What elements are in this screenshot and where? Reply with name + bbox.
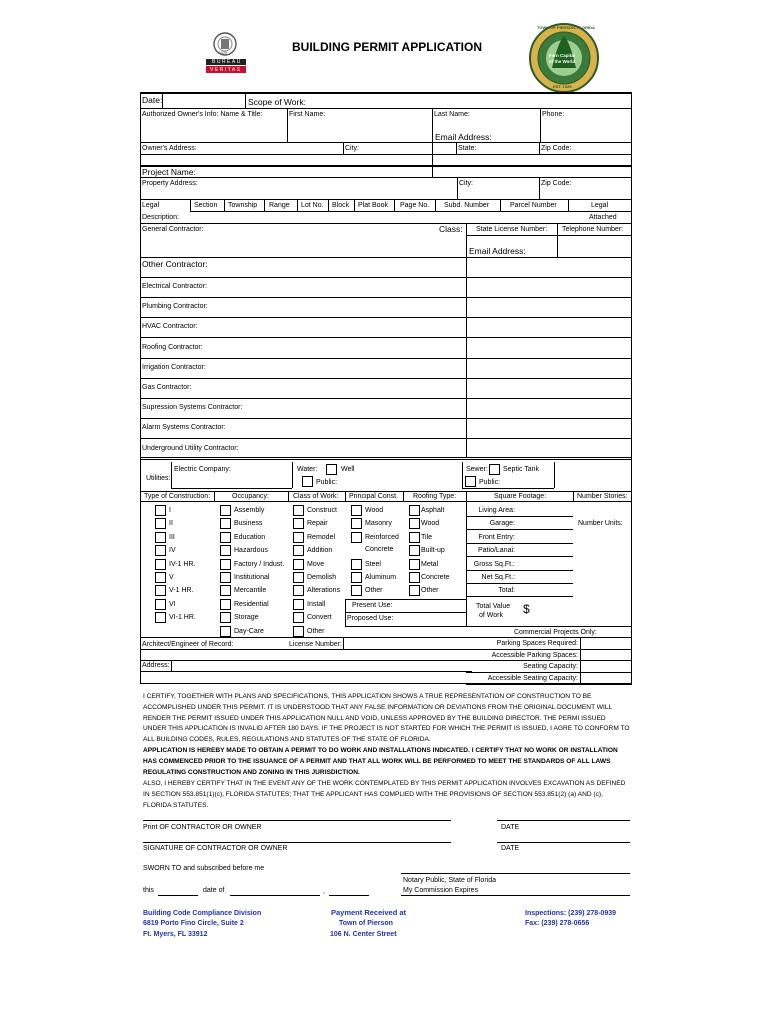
- print-field[interactable]: [143, 808, 451, 820]
- roofing-type-label: Other: [421, 587, 439, 595]
- signature-label: SIGNATURE OF CONTRACTOR OR OWNER: [143, 845, 288, 852]
- principal-const-label: Other: [365, 587, 383, 595]
- owner-address-label: Owner's Address:: [142, 145, 197, 152]
- class-work-label: Construct: [307, 507, 337, 514]
- roofing-type-checkbox[interactable]: [409, 559, 420, 570]
- footer-center-2: Town of Pierson: [339, 920, 393, 927]
- township-label: Township: [228, 202, 258, 209]
- occupancy-checkbox[interactable]: [220, 572, 231, 583]
- class-work-checkbox[interactable]: [293, 545, 304, 556]
- roofing-type-checkbox[interactable]: [409, 545, 420, 556]
- class-work-label: Class of Work:: [293, 493, 339, 500]
- occupancy-label: Occupancy:: [232, 493, 269, 500]
- project-name-label: Project Name:: [142, 167, 196, 177]
- block-label: Block: [332, 202, 350, 209]
- sewer-label: Sewer:: [466, 466, 488, 473]
- seal-center-2: of the World: [549, 59, 576, 64]
- section-label: Section: [194, 202, 218, 209]
- occupancy-label: Assembly: [234, 507, 265, 514]
- construction-type-checkbox[interactable]: [155, 532, 166, 543]
- occupancy-checkbox[interactable]: [220, 559, 231, 570]
- legal-label: Legal: [142, 202, 160, 209]
- bv-year-text: 1828: [219, 51, 227, 55]
- roofing-type-label: Concrete: [421, 574, 450, 581]
- class-work-checkbox[interactable]: [293, 599, 304, 610]
- occupancy-checkbox[interactable]: [220, 626, 231, 637]
- class-work-checkbox[interactable]: [293, 532, 304, 543]
- principal-const-checkbox[interactable]: [351, 559, 362, 570]
- square-footage-item: Garage:: [489, 520, 515, 528]
- principal-const-label: Concrete: [365, 546, 394, 553]
- principal-const-checkbox[interactable]: [351, 585, 362, 596]
- number-stories-label: Number Stories:: [577, 493, 628, 500]
- class-work-checkbox[interactable]: [293, 626, 304, 637]
- septic-label: Septic Tank: [503, 466, 540, 473]
- class-work-checkbox[interactable]: [293, 572, 304, 583]
- contractor-label: Supression Systems Contractor:: [142, 404, 243, 412]
- square-footage-item: Net Sq.Ft.:: [481, 574, 515, 581]
- page-title: BUILDING PERMIT APPLICATION: [292, 40, 482, 54]
- zip-label: Zip Code:: [541, 145, 572, 152]
- construction-type-label: V-1 HR.: [169, 587, 194, 595]
- type-construction-label: Type of Construction:: [144, 493, 211, 500]
- attached-label: Attached: [589, 214, 617, 221]
- footer-right-2: Fax: (239) 278-0656: [525, 920, 590, 927]
- construction-type-checkbox[interactable]: [155, 559, 166, 570]
- last-name-label: Last Name:: [434, 111, 470, 118]
- city-label-2: City:: [459, 180, 473, 187]
- construction-type-label: II: [169, 520, 173, 528]
- class-work-checkbox[interactable]: [293, 585, 304, 596]
- certification-paragraph-2: APPLICATION IS HEREBY MADE TO OBTAIN A PERMIT TO DO WORK AND INSTALLATIONS INDICATED. I CERTIFY THAT NO WORK OR INSTALLATION HAS COMMENCED PRIOR TO THE ISSUANCE OF A PERMIT AND THAT ALL WORK WILL BE PERFORMED TO MEET THE STANDARDS OF ALL LAWS REGULATING CONSTRUCTION AND ZONING IN THIS JURISDICTION.: [143, 747, 618, 776]
- construction-type-label: III: [169, 533, 175, 541]
- contractor-label: Underground Utility Contractor:: [142, 444, 239, 452]
- address-label: Address:: [142, 662, 170, 669]
- dollar-sign: $: [523, 602, 530, 616]
- class-work-label: Addition: [307, 547, 333, 555]
- seal-center-1: Fern Capital: [549, 53, 576, 58]
- contractor-label: Plumbing Contractor:: [142, 303, 208, 311]
- principal-const-checkbox[interactable]: [351, 572, 362, 583]
- footer-center-1: Payment Received at: [331, 908, 407, 917]
- total-value-label: Total Value: [476, 603, 511, 610]
- water-label: Water:: [297, 466, 318, 473]
- this-label: this: [143, 887, 154, 894]
- principal-const-label: Wood: [365, 507, 384, 514]
- certification-paragraph-3: ALSO, I HEREBY CERTIFY THAT IN THE EVENT ANY OF THE WORK CONTEMPLATED BY THIS PERMIT APPLICATION INVOLVES EXCAVATION AS DEFINED IN SECTION 553.851(1)(c), FLORIDA STATUTES; THAT THE APPLICANT HAS COMPLIED WITH THE PROVISIONS OF SECTION 553.851(2) (a) AND (c), FLORIDA STATUTES.: [143, 780, 626, 809]
- occupancy-label: Factory / Indust.: [234, 560, 285, 568]
- zip-label-2: Zip Code:: [541, 180, 572, 187]
- footer-left-1: Building Code Compliance Division: [143, 910, 262, 917]
- construction-type-checkbox[interactable]: [155, 585, 166, 596]
- roofing-type-label: Tile: [421, 533, 433, 541]
- bureau-veritas-logo: [204, 30, 248, 78]
- contractor-label: Gas Contractor:: [142, 384, 192, 391]
- scope-label: Scope of Work:: [248, 97, 306, 107]
- property-address-label: Property Address:: [142, 180, 198, 187]
- roofing-type-checkbox[interactable]: [409, 572, 420, 583]
- public-label: Public:: [316, 479, 338, 486]
- footer-left-3: Ft. Myers, FL 33912: [143, 931, 208, 938]
- contractor-label: Electrical Contractor:: [142, 283, 207, 290]
- well-label: Well: [341, 466, 355, 473]
- general-contractor-label: General Contractor:: [142, 226, 204, 233]
- construction-type-label: I: [169, 507, 171, 514]
- telephone-label: Telephone Number:: [562, 226, 624, 233]
- construction-type-label: IV-1 HR.: [169, 560, 196, 568]
- bv-bottom-text: VERITAS: [210, 66, 242, 73]
- electric-company-label: Electric Company:: [174, 466, 231, 473]
- commission-label: My Commission Expires: [403, 887, 479, 894]
- construction-type-label: IV: [169, 547, 176, 555]
- construction-type-checkbox[interactable]: [155, 505, 166, 516]
- page-no-label: Page No.: [400, 202, 430, 209]
- roofing-type-checkbox[interactable]: [409, 505, 420, 516]
- principal-const-label: Steel: [365, 560, 381, 568]
- construction-type-checkbox[interactable]: [155, 518, 166, 529]
- phone-label: Phone:: [542, 111, 565, 118]
- occupancy-label: Hazardous: [234, 547, 268, 555]
- construction-type-checkbox[interactable]: [155, 612, 166, 623]
- certification-paragraph-1: I CERTIFY, TOGETHER WITH PLANS AND SPECIFICATIONS, THIS APPLICATION SHOWS A TRUE REPRESENTATION OF CONSTRUCTION TO BE ACCOMPLISHED UNDER THIS PERMIT. IT IS UNDERSTOOD THAT ANY FALSE INFORMATION OR DEVIATIONS FROM THE ORIGINAL DOCUMENT WILL RENDER THE PERMIT ISSUED UNDER THIS APPLICATION NULL AND VOID, UNLESS APPROVED BY THE BUILDING DIRECTOR. THE PERMI ISSUED UNDER THIS APPLICATION IS INVALID AFTER 180 DAYS. IF THE PROJECT IS NOT STARTED FOR WHICH THE PERMIT IS ISSUED, I AGRE TO CONFORM TO ALL BUILDING CODES, RULES, REGULATIONS AND STATUTES OF THE STATE OF FLORIDA.: [143, 693, 630, 744]
- construction-type-label: VI-1 HR.: [169, 614, 196, 622]
- class-work-label: Remodel: [307, 533, 336, 541]
- construction-type-checkbox[interactable]: [155, 599, 166, 610]
- roofing-type-label: Wood: [421, 520, 440, 528]
- seal-est: EST. 1929: [553, 84, 572, 89]
- roofing-type-checkbox[interactable]: [409, 518, 420, 529]
- class-work-checkbox[interactable]: [293, 505, 304, 516]
- roofing-type-label: Metal: [421, 560, 439, 568]
- sewer-public-checkbox[interactable]: [465, 476, 476, 487]
- date-label: Date:: [142, 95, 163, 105]
- occupancy-checkbox[interactable]: [220, 545, 231, 556]
- email-label-1: Email Address:: [435, 132, 492, 142]
- proposed-use-label: Proposed Use:: [347, 615, 394, 622]
- footer-right-1: Inspections: (239) 278-0939: [525, 910, 617, 917]
- state-license-label: State License Number:: [476, 226, 548, 233]
- commercial-item: Seating Capacity:: [523, 663, 578, 671]
- class-work-label: Repair: [307, 520, 328, 528]
- town-seal: [528, 22, 600, 94]
- square-footage-item: Gross Sq.Ft.:: [473, 560, 515, 568]
- number-units-label: Number Units:: [578, 520, 623, 527]
- date-label-2: DATE: [501, 845, 520, 852]
- footer-center-3: 106 N. Center Street: [330, 931, 397, 938]
- principal-const-checkbox[interactable]: [351, 532, 362, 543]
- commercial-only-label: Commercial Projects Only:: [514, 629, 597, 636]
- principal-const-checkbox[interactable]: [351, 505, 362, 516]
- water-public-checkbox[interactable]: [302, 476, 313, 487]
- roofing-type-label: Roofing Type:: [413, 493, 457, 500]
- roofing-type-label: Asphalt: [421, 507, 445, 514]
- class-work-label: Demolish: [307, 574, 337, 581]
- city-label: City:: [345, 145, 359, 152]
- class-work-label: Alterations: [307, 587, 341, 595]
- date-field[interactable]: [163, 93, 244, 107]
- class-work-label: Convert: [307, 614, 332, 622]
- occupancy-checkbox[interactable]: [220, 505, 231, 516]
- public-label-2: Public:: [479, 479, 501, 486]
- square-footage-item: Total:: [498, 587, 515, 595]
- range-label: Range: [269, 202, 290, 209]
- square-footage-item: Front Entry:: [478, 533, 515, 541]
- construction-type-checkbox[interactable]: [155, 545, 166, 556]
- seal-ring-text: TOWN OF PIERSON, FLORIDA: [537, 25, 595, 30]
- print-label: Print OF CONTRACTOR OR OWNER: [143, 824, 262, 831]
- date-label-1: DATE: [501, 824, 520, 831]
- contractor-label: Irrigation Contractor:: [142, 363, 206, 371]
- class-label: Class:: [439, 224, 463, 234]
- contractor-label: Roofing Contractor:: [142, 343, 203, 351]
- signature-field[interactable]: [143, 830, 451, 842]
- principal-const-label: Principal Const.: [349, 493, 399, 500]
- first-name-label: First Name:: [289, 111, 326, 118]
- occupancy-checkbox[interactable]: [220, 585, 231, 596]
- square-footage-item: Living Area:: [478, 507, 515, 514]
- occupancy-label: Day-Care: [234, 627, 264, 635]
- contractor-label: HVAC Contractor:: [142, 323, 198, 331]
- commercial-item: Parking Spaces Required:: [496, 640, 578, 647]
- of-work-label: of Work: [479, 612, 503, 619]
- square-footage-label: Square Footage:: [494, 493, 547, 500]
- class-work-checkbox[interactable]: [293, 612, 304, 623]
- license-number-label: License Number:: [289, 641, 342, 648]
- class-work-label: Move: [307, 560, 325, 568]
- occupancy-label: Mercantile: [234, 587, 267, 595]
- occupancy-label: Institutional: [234, 574, 270, 581]
- occupancy-label: Education: [234, 533, 266, 541]
- occupancy-checkbox[interactable]: [220, 612, 231, 623]
- class-work-checkbox[interactable]: [293, 559, 304, 570]
- lot-no-label: Lot No.: [301, 202, 324, 209]
- class-work-checkbox[interactable]: [293, 518, 304, 529]
- footer-left-2: 6819 Porto Fino Circle, Suite 2: [143, 920, 244, 927]
- roofing-type-label: Built-up: [421, 547, 445, 555]
- plat-book-label: Plat Book: [358, 202, 388, 209]
- square-footage-item: Patio/Lanai:: [478, 547, 515, 555]
- owner-info-label: Authorized Owner's Info: Name & Title:: [142, 111, 263, 118]
- occupancy-label: Residential: [234, 600, 269, 608]
- principal-const-checkbox[interactable]: [351, 518, 362, 529]
- occupancy-checkbox[interactable]: [220, 599, 231, 610]
- principal-const-label: Masonry: [365, 520, 392, 528]
- roofing-type-checkbox[interactable]: [409, 585, 420, 596]
- commercial-item: Accessible Parking Spaces:: [491, 651, 578, 659]
- other-contractor-label: Other Contractor:: [142, 259, 208, 269]
- sworn-label: SWORN TO and subscribed before me: [143, 865, 265, 872]
- comma: ,: [323, 888, 325, 895]
- sewer-septic-checkbox[interactable]: [489, 464, 500, 475]
- principal-const-label: Reinforced: [365, 533, 399, 541]
- principal-const-label: Aluminum: [365, 574, 397, 581]
- occupancy-checkbox[interactable]: [220, 532, 231, 543]
- architect-label: Architect/Engineer of Record:: [142, 641, 234, 648]
- parcel-number-label: Parcel Number: [510, 202, 557, 209]
- state-label: State:: [458, 145, 477, 152]
- notary-label: Notary Public, State of Florida: [403, 877, 496, 884]
- bv-top-text: BUREAU: [212, 59, 242, 65]
- email-label-2: Email Address:: [469, 246, 526, 256]
- water-well-checkbox[interactable]: [326, 464, 337, 475]
- description-label: Description:: [142, 214, 179, 221]
- utilities-label: Utilities:: [146, 475, 171, 482]
- commercial-item: Accessible Seating Capacity:: [487, 675, 578, 683]
- occupancy-label: Business: [234, 520, 263, 528]
- scope-field[interactable]: [310, 93, 630, 107]
- date-of-label: date of: [203, 887, 225, 894]
- construction-type-checkbox[interactable]: [155, 572, 166, 583]
- construction-type-label: VI: [169, 600, 176, 608]
- class-work-label: Install: [307, 600, 326, 608]
- construction-type-label: V: [169, 574, 174, 581]
- roofing-type-checkbox[interactable]: [409, 532, 420, 543]
- occupancy-label: Storage: [234, 614, 259, 622]
- occupancy-checkbox[interactable]: [220, 518, 231, 529]
- contractor-label: Alarm Systems Contractor:: [142, 424, 226, 432]
- subd-number-label: Subd. Number: [444, 202, 490, 209]
- present-use-label: Present Use:: [352, 602, 393, 609]
- legal-label-2: Legal: [591, 202, 609, 209]
- class-work-label: Other: [307, 627, 325, 635]
